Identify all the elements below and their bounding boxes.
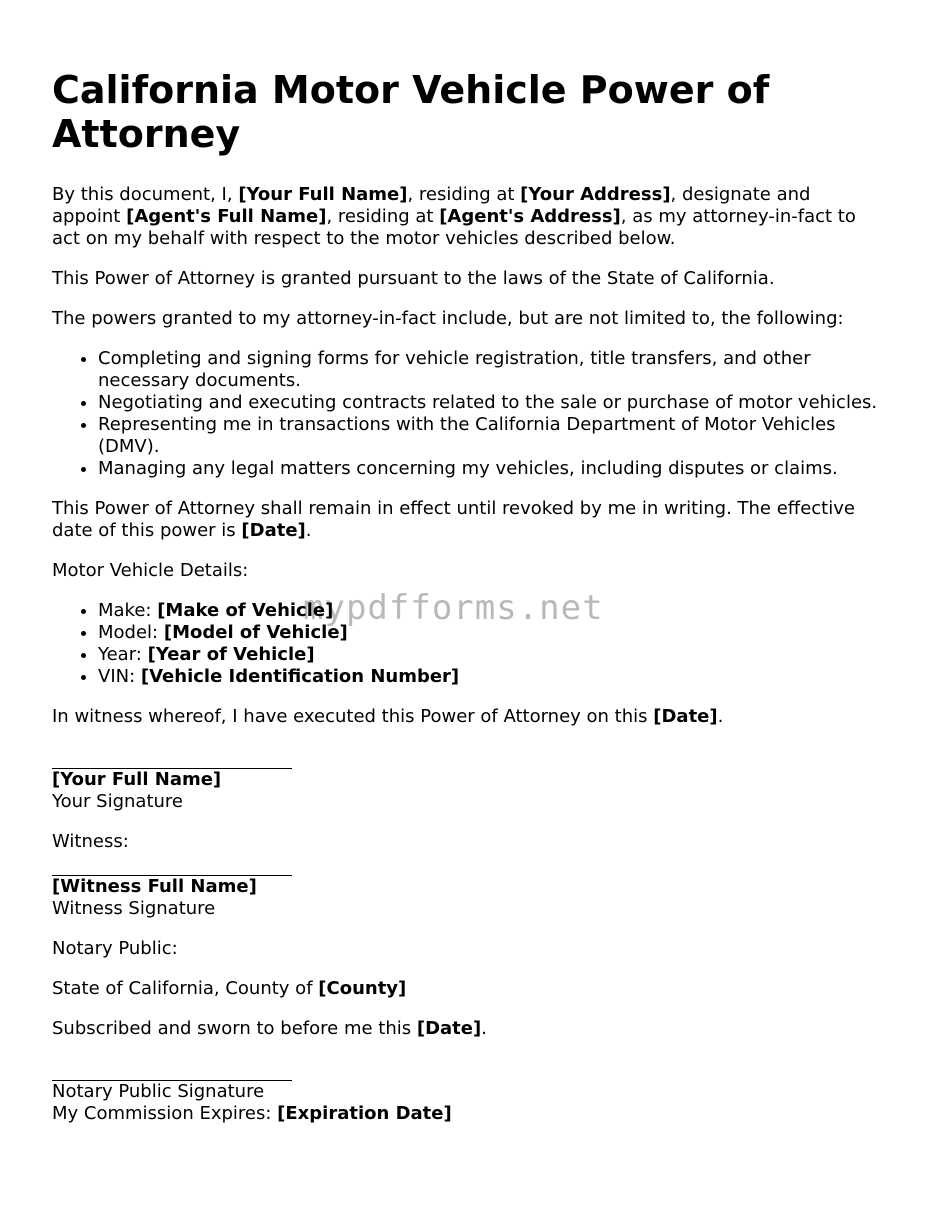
county-text: State of California, County of — [52, 978, 319, 999]
witness-label: Witness: — [52, 831, 129, 852]
power-item: • Managing any legal matters concerning my vehicles, including disputes or claims. — [98, 458, 882, 480]
vehicle-year-item — [98, 644, 882, 666]
intro-text: , residing at — [326, 206, 440, 227]
vin-label: VIN: — [98, 666, 141, 687]
notary-label: Notary Public: — [52, 938, 178, 959]
vehicle-details-list — [52, 600, 882, 688]
year-field: [Year of Vehicle] — [147, 644, 315, 665]
execution-date-field: [Date] — [653, 706, 718, 727]
sworn-text: . — [481, 1018, 487, 1039]
model-field: [Model of Vehicle] — [163, 622, 348, 643]
notary-signature-block — [52, 1080, 882, 1125]
witness-signature-name: [Witness Full Name] — [52, 876, 257, 897]
expiration-date-field: [Expiration Date] — [277, 1103, 452, 1124]
witness-signature-caption: Witness Signature — [52, 898, 216, 919]
intro-paragraph — [52, 184, 882, 250]
year-label: Year: — [98, 644, 148, 665]
principal-signature-name: [Your Full Name] — [52, 769, 222, 790]
agent-address-field: [Agent's Address] — [439, 206, 621, 227]
principal-signature-block — [52, 768, 882, 813]
county-line — [52, 978, 882, 1000]
intro-text: , residing at — [407, 184, 521, 205]
intro-text: By this document, I, — [52, 184, 239, 205]
intro-text: , designate and appoint — [52, 184, 811, 227]
witness-statement-text: In witness whereof, I have executed this Power of Attorney on this — [52, 706, 654, 727]
principal-signature-caption: Your Signature — [52, 791, 183, 812]
vehicle-heading: Motor Vehicle Details: — [52, 560, 249, 581]
watermark: mypdfforms.net — [303, 588, 604, 628]
document-page — [52, 62, 882, 1143]
vehicle-make-item — [98, 600, 882, 622]
agent-name-field: [Agent's Full Name] — [126, 206, 327, 227]
powers-intro: The powers granted to my attorney-in-fact include, but are not limited to, the following: — [52, 308, 844, 329]
vin-field: [Vehicle Identification Number] — [140, 666, 460, 687]
powers-list — [52, 348, 882, 480]
make-field: [Make of Vehicle] — [157, 600, 334, 621]
expires-label: My Commission Expires: — [52, 1103, 278, 1124]
witness-statement — [52, 706, 882, 728]
pursuant-paragraph: This Power of Attorney is granted pursuant to the laws of the State of California. — [52, 268, 775, 289]
principal-name-field: [Your Full Name] — [238, 184, 408, 205]
principal-address-field: [Your Address] — [520, 184, 671, 205]
document-title: California Motor Vehicle Power of Attorney — [52, 68, 770, 156]
effect-text: . — [305, 520, 312, 541]
notary-signature-caption: Notary Public Signature — [52, 1081, 265, 1102]
county-field: [County] — [318, 978, 407, 999]
intro-text: , as my attorney-in-fact to act on my behalf with respect to the motor vehicles described below. — [52, 206, 856, 249]
vehicle-vin-item — [98, 666, 882, 688]
effect-paragraph — [52, 498, 882, 542]
power-item: • Completing and signing forms for vehicle registration, title transfers, and other necessary documents. — [98, 348, 882, 392]
sworn-line — [52, 1018, 882, 1040]
effective-date-field: [Date] — [241, 520, 306, 541]
effect-text: This Power of Attorney shall remain in effect until revoked by me in writing. The effective date of this power is — [52, 498, 855, 541]
commission-expires-line — [52, 1103, 882, 1125]
make-label: Make: — [98, 600, 158, 621]
witness-statement-text: . — [717, 706, 724, 727]
vehicle-model-item — [98, 622, 882, 644]
witness-signature-block — [52, 875, 882, 920]
sworn-text: Subscribed and sworn to before me this — [52, 1018, 417, 1039]
power-item: • Negotiating and executing contracts related to the sale or purchase of motor vehicles. — [98, 392, 882, 414]
model-label: Model: — [98, 622, 164, 643]
sworn-date-field: [Date] — [416, 1018, 482, 1039]
power-item: • Representing me in transactions with the California Department of Motor Vehicles (DMV). — [98, 414, 882, 458]
